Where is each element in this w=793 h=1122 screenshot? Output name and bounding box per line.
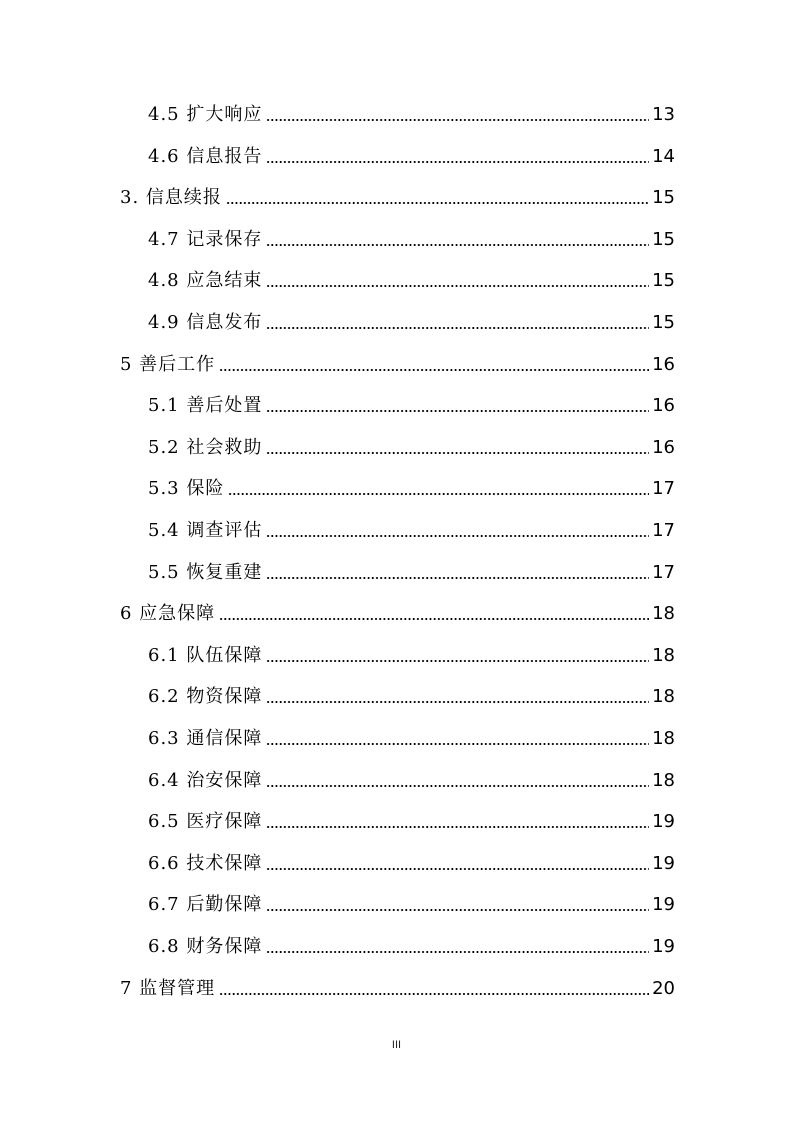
leader-dots: [219, 369, 649, 371]
toc-entry-title: 6.5 医疗保障: [148, 811, 263, 833]
toc-entry-title: 5 善后工作: [120, 353, 216, 375]
leader-dots: [266, 119, 649, 121]
toc-entry-title: 6.6 技术保障: [148, 852, 263, 874]
toc-entry[interactable]: [148, 886, 675, 916]
toc-entry-page: 19: [652, 852, 675, 874]
leader-dots: [266, 701, 649, 703]
toc-entry[interactable]: [148, 720, 675, 750]
toc-entry-page: 15: [652, 187, 675, 209]
toc-entry[interactable]: [148, 221, 675, 251]
leader-dots: [266, 826, 649, 828]
toc-entry-page: 18: [652, 644, 675, 666]
toc-entry-title: 4.9 信息发布: [148, 312, 263, 333]
toc-entry-title: 5.3 保险: [148, 478, 225, 500]
leader-dots: [266, 868, 649, 870]
toc-entry[interactable]: [148, 512, 675, 542]
toc-entry-title: 6.8 财务保障: [148, 936, 263, 957]
toc-entry-page: 18: [652, 603, 675, 625]
toc-entry[interactable]: [148, 762, 675, 792]
toc-entry-page: 17: [652, 520, 675, 541]
leader-dots: [266, 660, 649, 662]
toc-entry-page: 15: [652, 312, 675, 333]
leader-dots: [219, 993, 649, 995]
toc-entry[interactable]: [148, 928, 675, 958]
leader-dots: [219, 618, 649, 620]
toc-entry-title: 6 应急保障: [120, 603, 216, 625]
toc-entry-title: 5.4 调查评估: [148, 520, 263, 541]
leader-dots: [266, 785, 649, 787]
toc-entry-title: 3. 信息续报: [120, 187, 222, 209]
leader-dots: [266, 327, 649, 329]
toc-entry-title: 4.5 扩大响应: [148, 104, 263, 125]
leader-dots: [226, 202, 649, 204]
toc-entry-title: 4.7 记录保存: [148, 228, 263, 250]
toc-entry-title: 6.1 队伍保障: [148, 644, 263, 666]
toc-entry[interactable]: [148, 470, 675, 500]
toc-entry-title: 5.5 恢复重建: [148, 561, 263, 583]
toc-entry-page: 20: [652, 977, 675, 999]
leader-dots: [266, 951, 649, 953]
toc-entry-page: 16: [652, 436, 675, 458]
toc-entry[interactable]: [120, 970, 675, 1000]
toc-entry-page: 19: [652, 894, 675, 916]
toc-entry-page: 19: [652, 936, 675, 957]
toc-entry-title: 7 监督管理: [120, 977, 216, 999]
toc-entry-title: 6.7 后勤保障: [148, 894, 263, 916]
toc-entry-page: 15: [652, 270, 675, 292]
leader-dots: [266, 535, 649, 537]
toc-entry[interactable]: [148, 138, 675, 168]
toc-entry-title: 4.6 信息报告: [148, 145, 263, 167]
page-number: III: [391, 1039, 402, 1051]
leader-dots: [266, 577, 649, 579]
toc-entry[interactable]: [120, 179, 675, 209]
toc-entry[interactable]: [148, 803, 675, 833]
toc-entry[interactable]: [120, 595, 675, 625]
leader-dots: [266, 909, 649, 911]
toc-entry-page: 14: [652, 145, 675, 167]
toc-entry[interactable]: [148, 845, 675, 875]
toc-entry-page: 13: [652, 104, 675, 125]
leader-dots: [266, 285, 649, 287]
toc-entry[interactable]: [120, 346, 675, 376]
toc-entry-title: 6.4 治安保障: [148, 769, 263, 791]
toc-entry[interactable]: [148, 387, 675, 417]
toc-entry-page: 18: [652, 728, 675, 749]
toc-entry[interactable]: [148, 96, 675, 126]
toc-entry-page: 16: [652, 395, 675, 417]
toc-entry[interactable]: [148, 304, 675, 334]
toc-entry-page: 18: [652, 769, 675, 791]
leader-dots: [228, 493, 649, 495]
toc-entry-page: 15: [652, 228, 675, 250]
toc-entry[interactable]: [148, 637, 675, 667]
toc-entry-page: 17: [652, 561, 675, 583]
toc-entry-page: 19: [652, 811, 675, 833]
leader-dots: [266, 452, 649, 454]
toc-entry-title: 4.8 应急结束: [148, 270, 263, 292]
leader-dots: [266, 410, 649, 412]
toc-entry-title: 6.2 物资保障: [148, 686, 263, 708]
toc-entry-title: 6.3 通信保障: [148, 728, 263, 749]
toc-entry-page: 16: [652, 353, 675, 375]
toc-entry[interactable]: [148, 262, 675, 292]
leader-dots: [266, 743, 649, 745]
toc-entry-page: 18: [652, 686, 675, 708]
toc-entry-title: 5.1 善后处置: [148, 395, 263, 417]
toc-entry-page: 17: [652, 478, 675, 500]
toc-entry[interactable]: [148, 678, 675, 708]
toc-entry[interactable]: [148, 554, 675, 584]
toc-entry[interactable]: [148, 429, 675, 459]
toc-entry-title: 5.2 社会救助: [148, 436, 263, 458]
leader-dots: [266, 161, 649, 163]
leader-dots: [266, 244, 649, 246]
